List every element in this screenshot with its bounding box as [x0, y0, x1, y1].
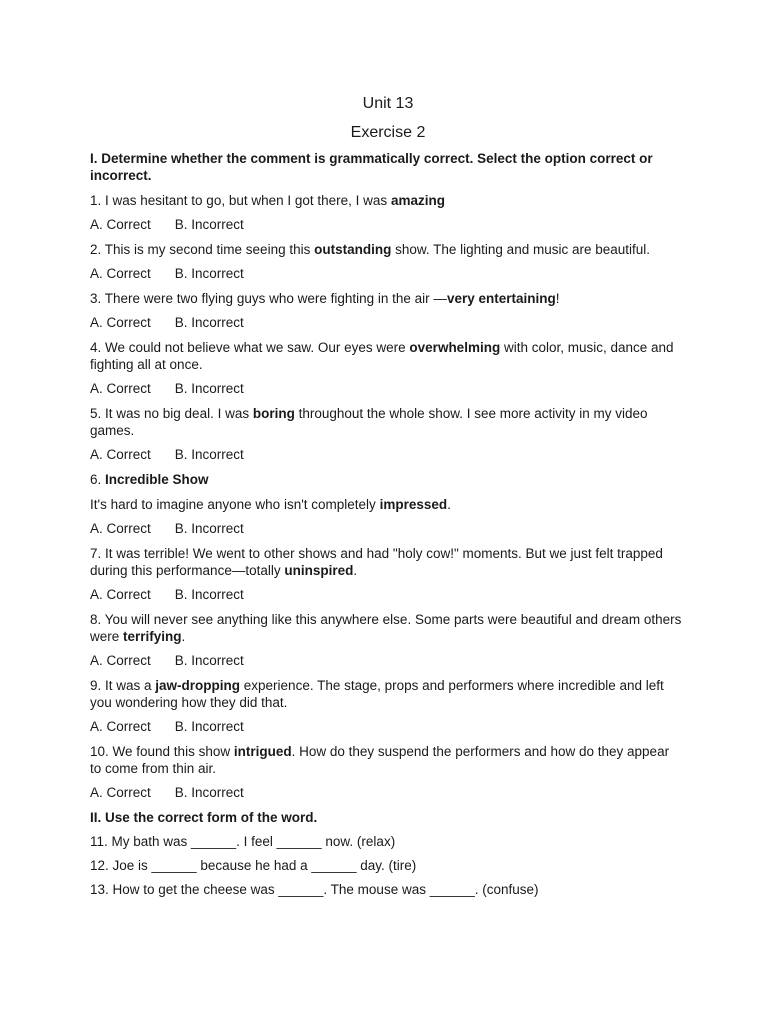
question-1: 1. I was hesitant to go, but when I got there, I was amazing: [90, 193, 445, 208]
exercise-title: Exercise 2: [350, 124, 426, 141]
question-5: 5. It was no big deal. I was boring throughout the whole show. I see more activity in my video games.: [90, 406, 648, 438]
fill-item-13: 13. How to get the cheese was ______. The mouse was ______. (confuse): [90, 882, 539, 897]
question-4: 4. We could not believe what we saw. Our eyes were overwhelming with color, music, dance and fighting all at once.: [90, 340, 674, 372]
section-1-heading: I. Determine whether the comment is grammatically correct. Select the option correct or incorrect.: [90, 151, 653, 183]
option-b[interactable]: B. Incorrect: [174, 447, 244, 462]
option-a[interactable]: A. Correct: [90, 447, 151, 462]
question-7: 7. It was terrible! We went to other shows and had "holy cow!" moments. But we just felt trapped during this performance—totally uninspired.: [90, 546, 663, 578]
option-a[interactable]: A. Correct: [90, 785, 151, 800]
question-8: 8. You will never see anything like this anywhere else. Some parts were beautiful and dream others were terrifying.: [90, 612, 682, 644]
option-b[interactable]: B. Incorrect: [174, 521, 244, 536]
question-9-options: [90, 718, 684, 735]
question-5-options: [90, 446, 684, 463]
fill-item-12: 12. Joe is ______ because he had a ______ day. (tire): [90, 858, 417, 873]
question-2: 2. This is my second time seeing this outstanding show. The lighting and music are beautiful.: [90, 242, 651, 257]
option-b[interactable]: B. Incorrect: [174, 785, 244, 800]
question-4-options: [90, 380, 684, 397]
question-3-options: [90, 314, 684, 331]
option-b[interactable]: B. Incorrect: [174, 381, 244, 396]
option-b[interactable]: B. Incorrect: [174, 653, 244, 668]
question-6-options: [90, 520, 684, 537]
option-b[interactable]: B. Incorrect: [174, 719, 244, 734]
question-6: 6. Incredible Show: [90, 472, 209, 487]
option-a[interactable]: A. Correct: [90, 381, 151, 396]
option-a[interactable]: A. Correct: [90, 719, 151, 734]
question-8-options: [90, 652, 684, 669]
question-7-options: [90, 586, 684, 603]
option-a[interactable]: A. Correct: [90, 587, 151, 602]
option-b[interactable]: B. Incorrect: [174, 266, 244, 281]
question-10: 10. We found this show intrigued. How do they suspend the performers and how do they appear to come from thin air.: [90, 744, 670, 776]
option-a[interactable]: A. Correct: [90, 521, 151, 536]
option-a[interactable]: A. Correct: [90, 653, 151, 668]
question-3: 3. There were two flying guys who were fighting in the air —very entertaining!: [90, 291, 560, 306]
option-a[interactable]: A. Correct: [90, 315, 151, 330]
question-2-options: [90, 265, 684, 282]
section-2-heading: II. Use the correct form of the word.: [90, 810, 318, 825]
question-10-options: [90, 784, 684, 801]
fill-item-11: 11. My bath was ______. I feel ______ now. (relax): [90, 834, 396, 849]
option-b[interactable]: B. Incorrect: [174, 587, 244, 602]
question-9: 9. It was a jaw-dropping experience. The stage, props and performers where incredible and left you wondering how they did that.: [90, 678, 664, 710]
option-a[interactable]: A. Correct: [90, 217, 151, 232]
question-1-options: [90, 216, 684, 233]
unit-title: Unit 13: [362, 95, 414, 112]
option-a[interactable]: A. Correct: [90, 266, 151, 281]
option-b[interactable]: B. Incorrect: [174, 315, 244, 330]
option-b[interactable]: B. Incorrect: [174, 217, 244, 232]
question-6-statement: It's hard to imagine anyone who isn't completely impressed.: [90, 497, 451, 512]
